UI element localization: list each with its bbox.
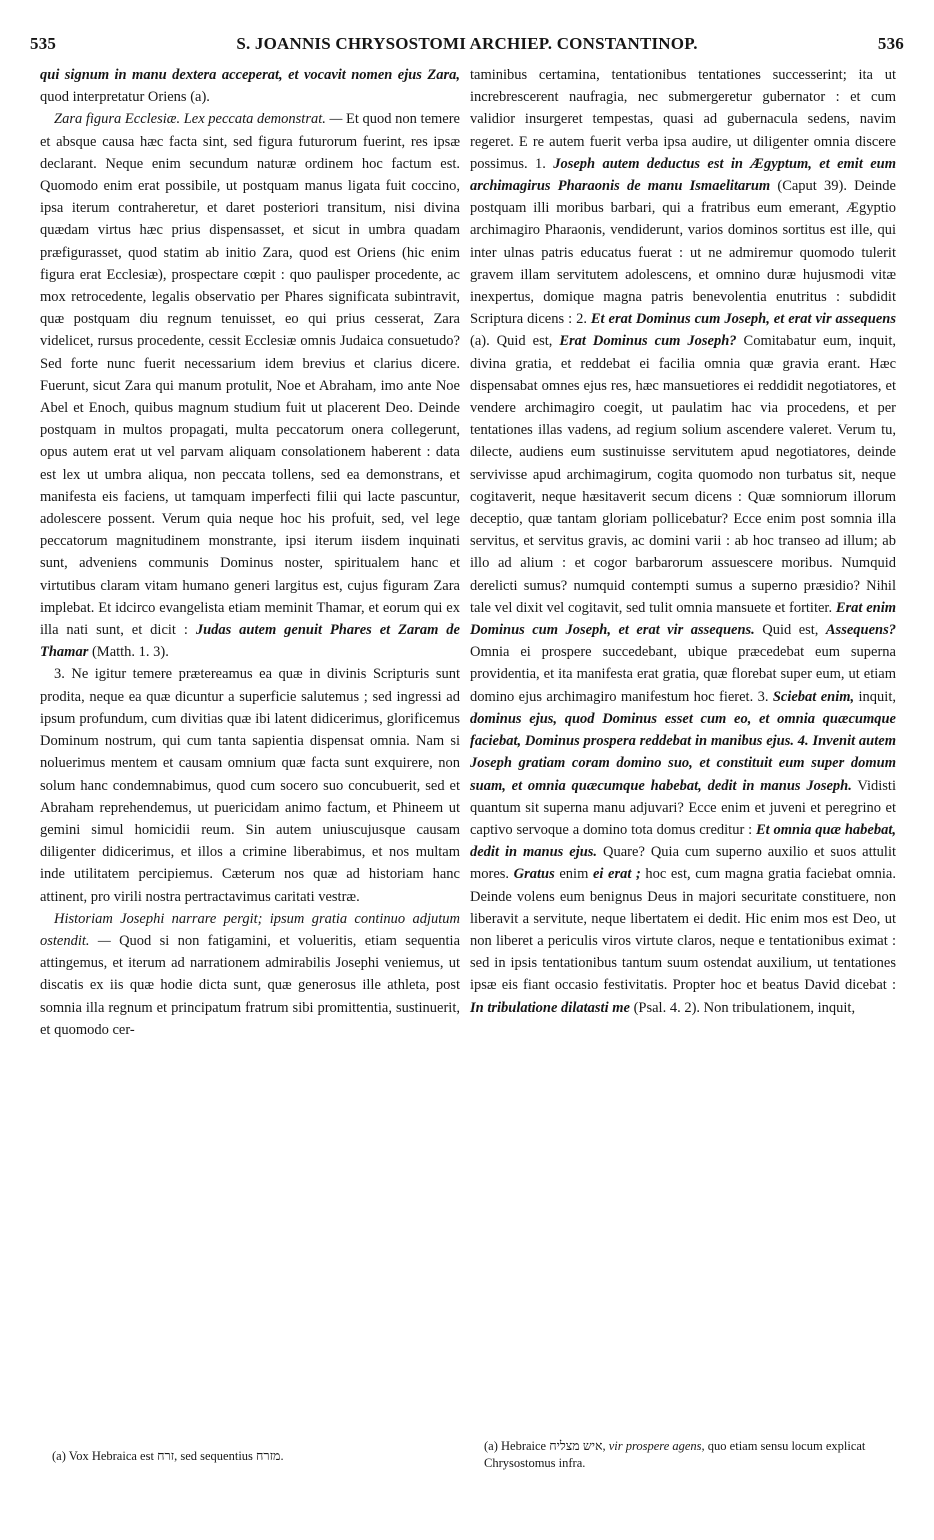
footnote-italic: vir prospere agens, — [608, 1439, 705, 1453]
quote: qui signum in manu dextera acceperat, et vocavit nomen ejus Zara, — [40, 67, 460, 83]
text: Omnia ei prospere succedebant, ubique præcedebat eum superna providentia, et ita manifesta erat gratia, quæ florebat super eum, ut etiam domino ejus archimagiro manifestum hoc fieret. 3. — [470, 644, 896, 705]
paragraph — [40, 908, 460, 1041]
left-column — [40, 64, 460, 1041]
running-header — [30, 34, 904, 58]
footnote-text: (a) Hebraice איש מצליח, — [484, 1439, 609, 1453]
quote: Erat enim Dominus cum Joseph, et erat vir assequens. — [470, 599, 896, 639]
right-column — [470, 64, 896, 1019]
text: (Psal. 4. 2). Non tribulationem, inquit, — [629, 999, 856, 1016]
text: inquit, — [854, 688, 896, 705]
quote: Erat Dominus cum Joseph? — [559, 333, 737, 350]
paragraph — [470, 64, 896, 1019]
footnote-right — [484, 1438, 894, 1472]
paragraph — [40, 64, 460, 108]
quote: dominus ejus, quod Dominus esset cum eo, et omnia quæcumque faciebat, Dominus prospera reddebat in manibus ejus. 4. Invenit autem Joseph gratiam coram domino suo, et constituit eum super domum suam, et omnia quæcumque habebat, dedit in manus Joseph. — [470, 710, 896, 794]
reference: (Matth. 1. 3). — [88, 644, 169, 661]
text: Vidisti quantum sit superna manu adjuvari? Ecce enim et juveni et peregrino et captivo servoque a domino tota domus creditur : — [470, 777, 896, 838]
text: Quod si non fatigamini, et volueritis, etiam sequentia attingemus, et iterum ad narrationem admirabilis Josephi veniemus, ut discatis ex iis quæ hodie dicta sunt, quæ generosus ille athleta, post somnia illa regnum et principatum fratrum sibi promittentia, sustinuerit, et quomodo cer- — [40, 932, 461, 1038]
section-heading: Historiam Josephi narrare pergit; ipsum gratia continuo adjutum ostendit. — — [40, 910, 460, 949]
quote: Joseph autem deductus est in Ægyptum, et emit eum archimagirus Pharaonis de manu Ismaelitarum — [470, 155, 896, 195]
quote: Assequens? — [825, 622, 896, 639]
quote: Et omnia quæ habebat, dedit in manus ejus. — [470, 821, 897, 861]
quote: Judas autem genuit Phares et Zaram de Thamar — [40, 622, 460, 661]
footnote-text: quo etiam sensu locum explicat Chrysostomus infra. — [484, 1439, 866, 1470]
page-number-left: 535 — [30, 34, 57, 53]
quote: In tribulatione dilatasti me — [470, 999, 630, 1016]
footnote-left: (a) Vox Hebraica est זרח, sed sequentius מזרח. — [52, 1449, 284, 1463]
paragraph — [40, 663, 460, 907]
text: Quid est, — [754, 622, 826, 639]
paragraph — [40, 108, 460, 663]
section-heading: Zara figura Ecclesiæ. Lex peccata demonstrat. — — [54, 111, 343, 128]
quote: Sciebat enim, — [772, 688, 855, 705]
text: 3. Ne igitur temere prætereamus ea quæ in divinis Scripturis sunt prodita, neque ea quæ dicuntur a superficie salutemus ; sed ingressi ad ipsum profundum, cum divitias quæ ibi latent didicerimus, glorificemus Dominum nostrum, qui cum tanta sapientia dispensat omnia. Nam si noluerimus mentem et causam omnium quæ facta sunt exquirere, non solum hanc condemnabimus, quod cum socero suo concubuerit, sed et Abraham reprehendemus, ut puericidam animo factum, et Phineem ut gemini simul homicidii reum. Sin autem uniuscujusque causam diligenter didicerimus, et illos a crimine liberabimus, et nos multam inde utilitatem percipiemus. Cæterum nos quæ ad historiam hanc attinent, pro virili nostra pertractavimus caritati vestræ. — [40, 666, 460, 905]
text: hoc est, cum magna gratia faciebat omnia. Deinde volens eum benignus Deus in majori securitate constituere, non liberavit a servitute, neque libertatem ei dedit. Hic enim mos est Deo, ut non liberet a periculis viros virtute claros, neque e tentationibus eximat : sed in ipsis tentationibus tantum suum ostendat auxilium, ut tentationes ipsæ eis fiant occasio festivitatis. Propter hoc et beatus David dicebat : — [470, 866, 896, 994]
text: Comitabatur eum, inquit, divina gratia, et reddebat ei facilia omnia quæ gravia erant. Hæc dispensabat omnes ejus res, hæc mansuetiores ei reddidit negotiatores, et vendere archimagiro coegit, ut paulatim hac via procedens, et per tentationes illas vadens, ad regium solium ascendere valeret. Verum tu, dilecte, audiens eum sustinuisse servitutem apud negotiatores, deinde servivisse apud archimagirum, cogita quomodo non turbatus sit, neque cogitaverit, neque hæsitaverit secum dicens : Quæ somniorum illorum deceptio, quæ tantam gloriam pollicebatur? Ecce enim post somnia illa servitus, et servitus gravis, ac domini varii : ab hoc transeo ad illum; ab illo ad alium : et cogor barbarorum assuescere moribus. Numquid derelicti sumus? numquid contempti sumus a superno præsidio? Nihil tale vel dixit vel cogitavit, sed tulit omnia mansuete et fortiter. — [470, 333, 896, 616]
quote: Gratus — [513, 866, 555, 883]
quote: Et erat Dominus cum Joseph, et erat vir assequens — [590, 311, 896, 328]
page-number-right: 536 — [877, 34, 904, 53]
text: taminibus certamina, tentationibus tentationes successerint; ita ut increbrescerent naufragia, nec submergeretur gubernator : et cum validior insurgeret tempestas, quasi ad gubernacula sedens, navim regeret. E re autem fuerit verba ipsa audire, ut diligenter omnia discere possimus. 1. — [470, 67, 896, 172]
running-title: S. JOANNIS CHRYSOSTOMI ARCHIEP. CONSTANTINOP. — [236, 34, 698, 53]
text: enim — [554, 866, 593, 883]
text: quod interpretatur Oriens (a). — [40, 89, 210, 106]
text: (a). Quid est, — [470, 333, 560, 350]
text: Et quod non temere et absque causa hæc facta sint, sed figura futurorum fuerint, res ipsæ declarant. Neque enim secundum naturæ ordinem hoc factum est. Quomodo enim erat possibile, ut postquam manus ligata fuit coccino, ipsa iterum contraheretur, et daret posteriori transitum, nisi divina quædam virtus hæc prius dispensasset, et sicut in umbra quadam præfigurasset, quod statim ab initio Zara, quod est Oriens (hic enim figura erat Ecclesiæ), prospectare cœpit : quo paulisper procedente, ac mox retrocedente, legalis observatio per Phares significata subintravit, quæ postquam diu regnum tenuisset, eo qui prius cesserat, Zara videlicet, rursus procedente, cessit Ecclesiæ omnis Judaica consuetudo? Sed forte nunc fuerit necessarium idem brevius et clarius dicere. Fuerunt, sicut Zara qui manum protulit, Noe et Abraham, imo ante Noe Abel et Enoch, quibus magnum studium fuit ut placerent Deo. Deinde postquam in multos propagati, multa peccatorum onera collegerunt, opus autem erat ut vel parvam aliquam consolationem haberent : data est lex ut umbra aliqua, non peccata tollens, sed ea demonstrans, et manifesta eis faciens, ut tamquam imperfecti filii qui lacte pascuntur, adolescere possent. Verum quia neque hoc his profuit, sed, vel lege peccatorum magnitudinem monstrante, ipsi iterum iisdem inquinati sunt, adveniens communis Dominus noster, spiritualem hanc et virtutibus claram vitam humano generi largitus est, cujus figuram Zara implebat. Et idcirco evangelista etiam meminit Thamar, et eorum qui ex illa nati sunt, et dicit : — [40, 111, 460, 639]
text: (Caput 39). Deinde postquam illi moribus barbari, qui a fratribus eum emerant, Ægyptio archimagiro Pharaonis, vendiderunt, varios dominos sortitus est ille, qui inter ulnas patris educatus fuerat : ut ne admiremur quomodo tulerit gravem illam servitutem adolescens, et omnino duræ hujusmodi vitæ inexpertus, domique magna patris benevolentia enutritus : subdidit Scriptura dicens : 2. — [470, 178, 896, 328]
text: Quare? Quia cum superno auxilio et suos attulit mores. — [470, 844, 896, 883]
quote: ei erat ; — [592, 866, 641, 883]
